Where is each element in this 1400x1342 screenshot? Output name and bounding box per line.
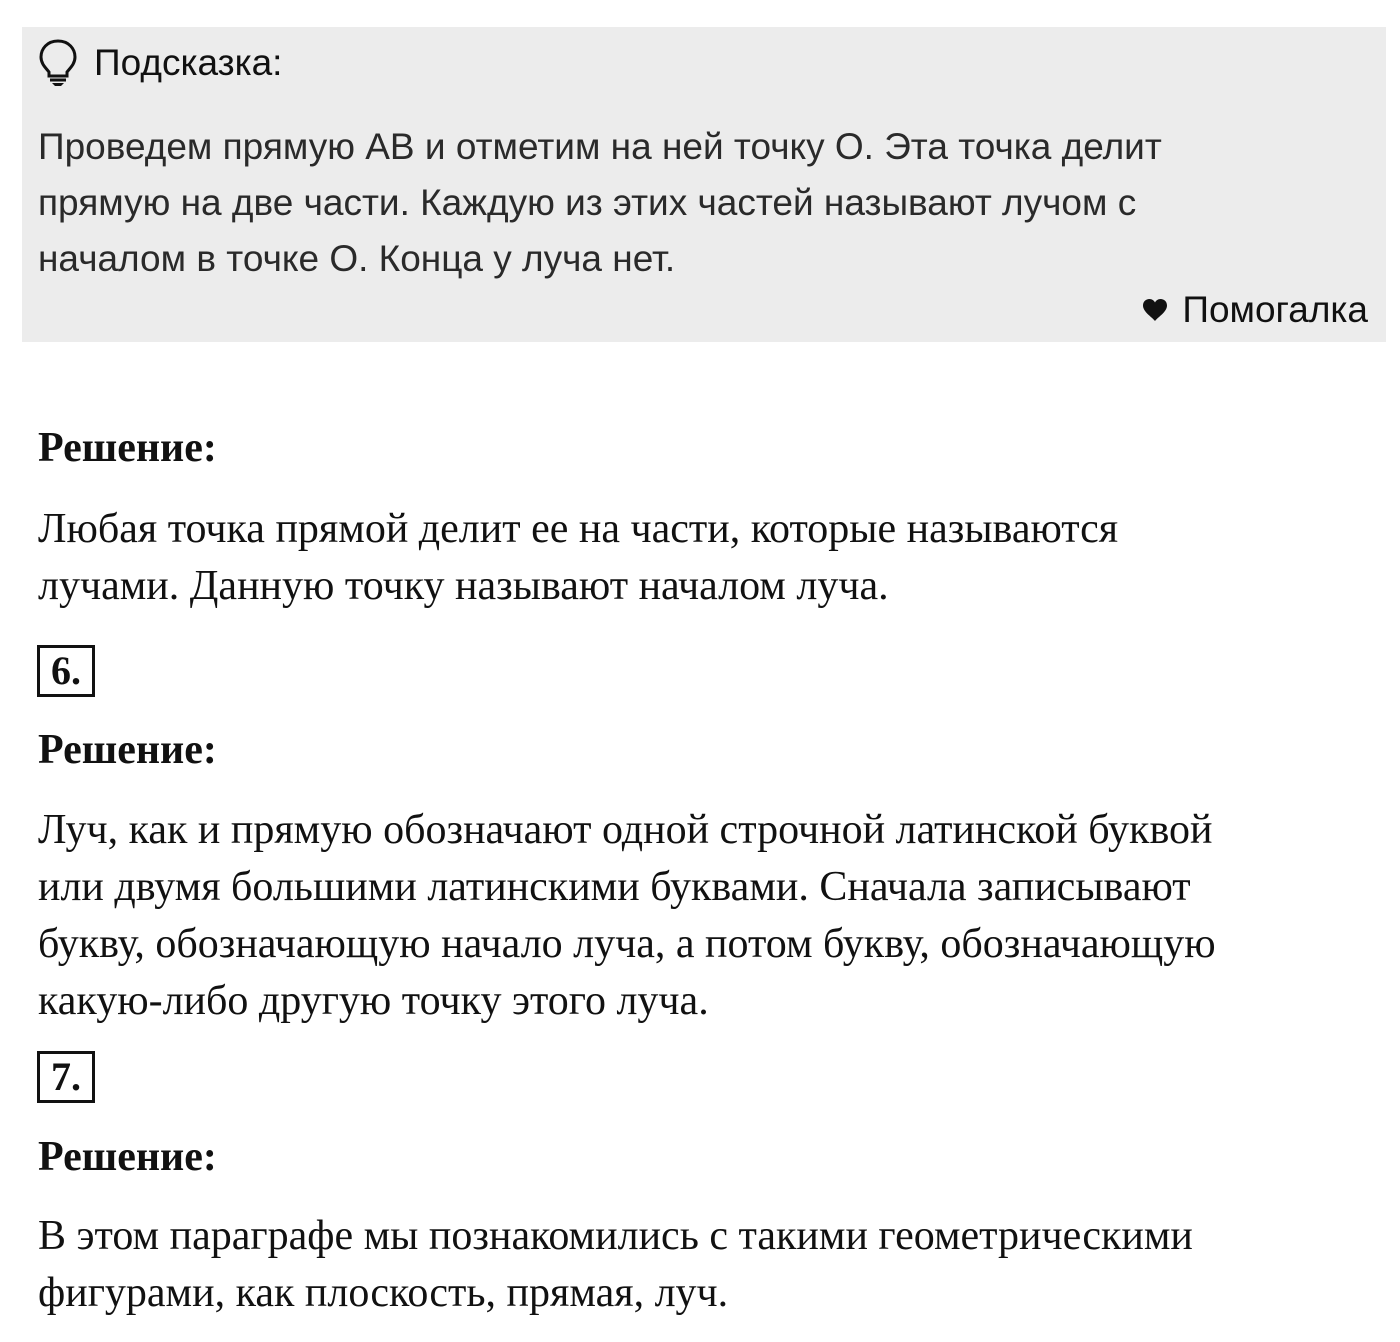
task-number-7: 7. bbox=[37, 1051, 95, 1103]
solution-heading: Решение: bbox=[38, 1134, 217, 1180]
hint-line: началом в точке О. Конца у луча нет. bbox=[38, 238, 676, 279]
solution-line: В этом параграфе мы познакомились с такими геометрическими bbox=[38, 1213, 1193, 1259]
solution-heading: Решение: bbox=[38, 727, 217, 773]
solution-line: Луч, как и прямую обозначают одной строчной латинской буквой bbox=[38, 807, 1213, 853]
hint-box bbox=[22, 27, 1386, 342]
brand-link[interactable] bbox=[1142, 289, 1368, 331]
solution-text bbox=[38, 1208, 1193, 1322]
task-number-6: 6. bbox=[37, 645, 95, 697]
hint-text bbox=[38, 119, 1338, 287]
solution-line: Любая точка прямой делит ее на части, которые называются bbox=[38, 506, 1119, 552]
hint-header bbox=[38, 39, 282, 87]
solution-line: лучами. Данную точку называют началом луча. bbox=[38, 563, 889, 609]
solution-heading: Решение: bbox=[38, 425, 217, 471]
lightbulb-icon bbox=[38, 38, 78, 88]
solution-line: букву, обозначающую начало луча, а потом букву, обозначающую bbox=[38, 921, 1216, 967]
hint-line: Проведем прямую АВ и отметим на ней точку О. Эта точка делит bbox=[38, 126, 1162, 167]
hint-line: прямую на две части. Каждую из этих частей называют лучом с bbox=[38, 182, 1137, 223]
solution-line: или двумя большими латинскими буквами. Сначала записывают bbox=[38, 864, 1191, 910]
heart-icon bbox=[1142, 298, 1168, 322]
solution-line: какую-либо другую точку этого луча. bbox=[38, 978, 709, 1024]
solution-text bbox=[38, 501, 1118, 615]
hint-title: Подсказка: bbox=[94, 42, 283, 83]
solution-text bbox=[38, 802, 1216, 1030]
brand-label: Помогалка bbox=[1182, 289, 1368, 330]
solution-line: фигурами, как плоскость, прямая, луч. bbox=[38, 1270, 729, 1316]
